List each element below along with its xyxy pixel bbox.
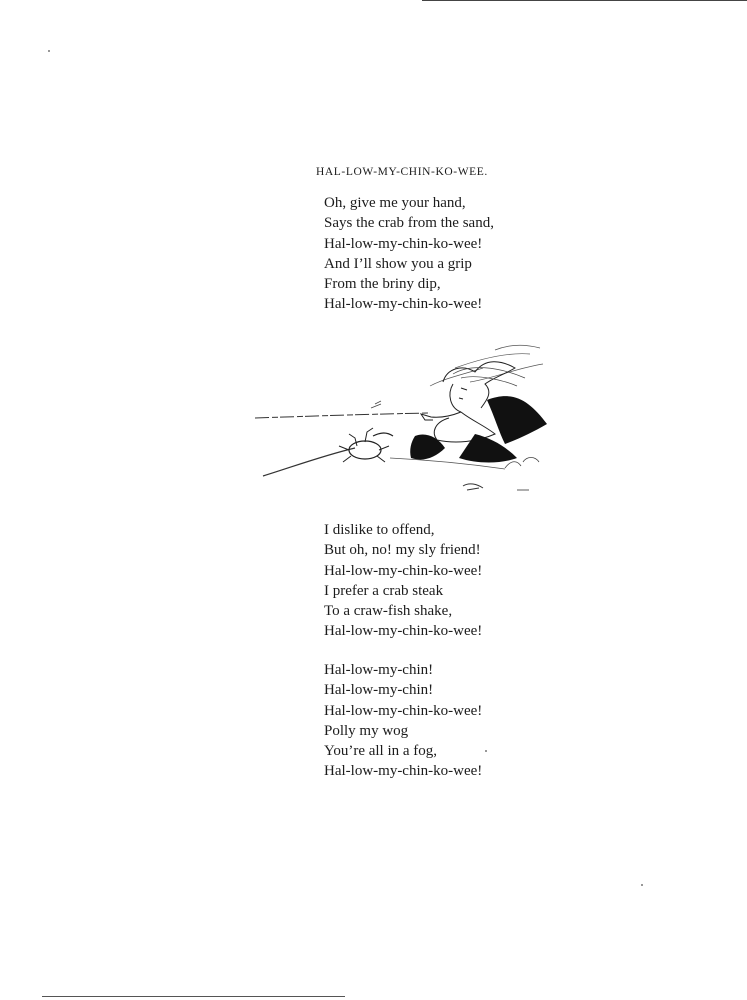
poem-line: Polly my wog (324, 722, 409, 739)
stanza-1 (324, 193, 494, 315)
poem-line: Says the crab from the sand, (324, 215, 494, 232)
scan-edge-top (422, 0, 747, 1)
poem-line: From the briny dip, (324, 276, 441, 293)
scan-speck (485, 750, 487, 752)
poem-line: Hal-low-my-chin-ko-wee! (324, 235, 483, 252)
poem-line: Hal-low-my-chin-ko-wee! (324, 296, 483, 313)
poem-line: Hal-low-my-chin-ko-wee! (324, 562, 483, 579)
stanza-3 (324, 660, 482, 782)
scan-speck (641, 884, 643, 886)
poem-line: To a craw-fish shake, (324, 603, 453, 620)
poem-line: Oh, give me your hand, (324, 195, 466, 211)
scan-speck (48, 50, 50, 52)
poem-line: I dislike to offend, (324, 522, 435, 538)
poem-line: I prefer a crab steak (324, 582, 444, 599)
poem-line: Hal-low-my-chin-ko-wee! (324, 763, 483, 780)
poem-line: Hal-low-my-chin-ko-wee! (324, 623, 483, 640)
scan-edge-bottom (42, 996, 345, 997)
poem-title: HAL-LOW-MY-CHIN-KO-WEE. (316, 166, 488, 178)
girl-reaching-to-crab-on-beach-illustration-icon (255, 338, 555, 500)
poem-line: But oh, no! my sly friend! (324, 542, 481, 559)
poem-line: Hal-low-my-chin-ko-wee! (324, 702, 483, 719)
poem-line: And I’ll show you a grip (324, 255, 472, 272)
stanza-2 (324, 520, 482, 642)
poem-line: Hal-low-my-chin! (324, 662, 434, 678)
poem-line: You’re all in a fog, (324, 743, 438, 760)
poem-line: Hal-low-my-chin! (324, 682, 434, 699)
